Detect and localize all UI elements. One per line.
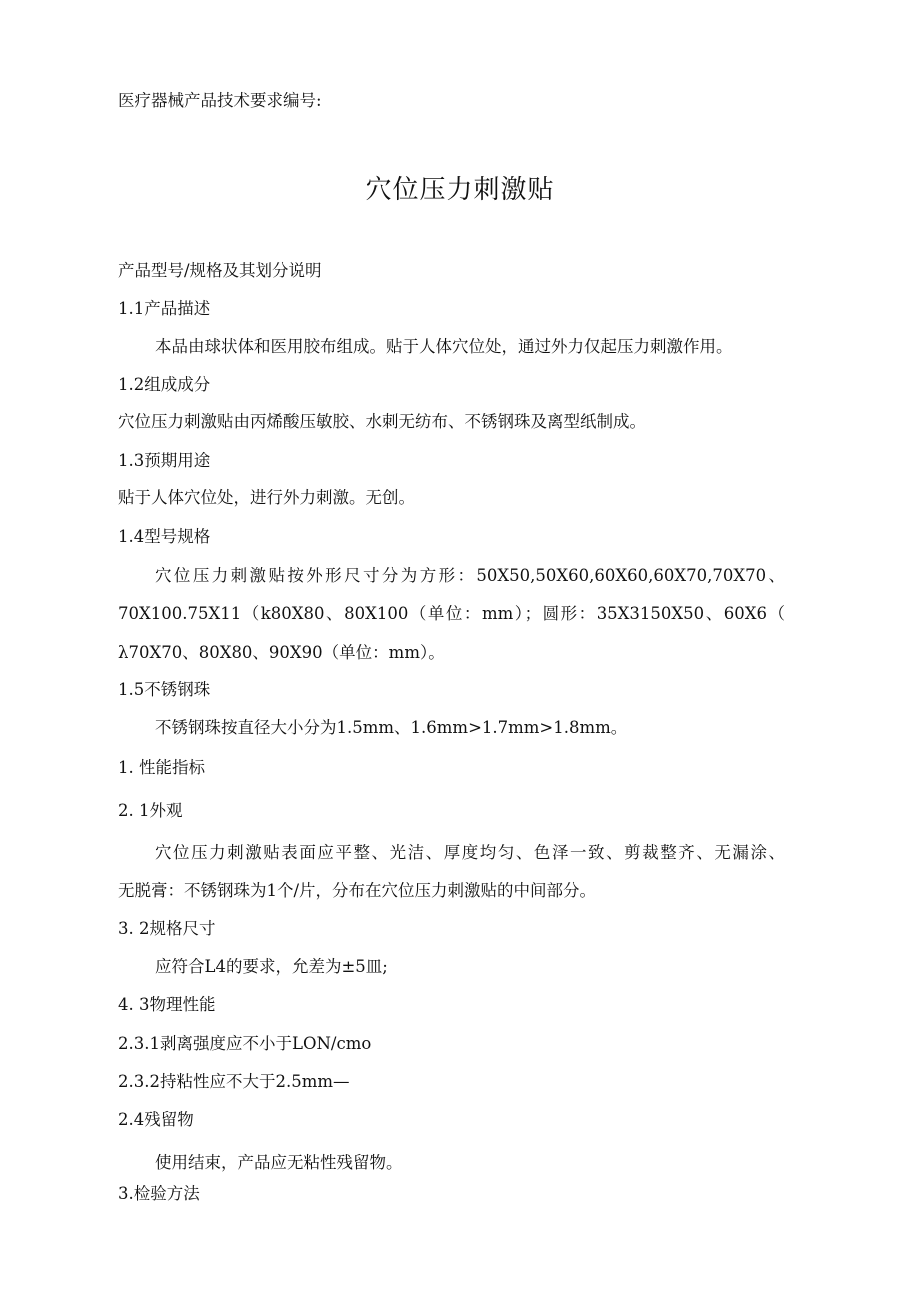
paragraph-line: 贴于人体穴位处，进行外力刺激。无创。: [118, 488, 415, 507]
paragraph-line: 2.3.2持粘性应不大于2.5mm—: [118, 1072, 350, 1091]
paragraph-line: 穴位压力刺激贴按外形尺寸分为方形：50X50,50X60,60X60,60X70,70X70、: [155, 566, 785, 585]
paragraph-line: 穴位压力刺激贴表面应平整、光洁、厚度均匀、色泽一致、剪裁整齐、无漏涂、: [155, 843, 785, 862]
section-heading: 产品型号/规格及其划分说明: [118, 261, 322, 280]
subsection-heading: 1.3预期用途: [118, 451, 211, 470]
document-title: 穴位压力刺激贴: [365, 175, 555, 205]
paragraph-line: λ70X70、80X80、90X90（单位：mm）。: [118, 643, 445, 662]
paragraph-line: 无脱膏：不锈钢珠为1个/片，分布在穴位压力刺激贴的中间部分。: [118, 881, 597, 900]
paragraph-line: 不锈钢珠按直径大小分为1.5mm、1.6mm>1.7mm>1.8mm。: [155, 718, 628, 737]
paragraph-line: 应符合L4的要求，允差为±5皿;: [155, 957, 388, 976]
section-heading: 3.检验方法: [118, 1184, 200, 1203]
subsection-heading: 1.4型号规格: [118, 527, 211, 546]
subsection-heading: 1.2组成成分: [118, 375, 211, 394]
paragraph-line: 2.3.1剥离强度应不小于LON/cmo: [118, 1034, 372, 1053]
paragraph-line: 穴位压力刺激贴由丙烯酸压敏胶、水刺无纺布、不锈钢珠及离型纸制成。: [118, 412, 646, 431]
section-heading: 1. 性能指标: [118, 758, 205, 777]
document-number-label: 医疗器械产品技术要求编号:: [118, 91, 322, 110]
subsection-heading: 1.5不锈钢珠: [118, 680, 211, 699]
paragraph-line: 70X100.75X11（k80X80、80X100（单位：mm）；圆形：35X3150X50、60X6（: [118, 604, 785, 623]
subsection-heading: 4. 3物理性能: [118, 995, 216, 1014]
paragraph-line: 本品由球状体和医用胶布组成。贴于人体穴位处，通过外力仅起压力刺激作用。: [155, 337, 733, 356]
subsection-heading: 1.1产品描述: [118, 299, 211, 318]
subsection-heading: 2. 1外观: [118, 801, 183, 820]
paragraph-line: 使用结束，产品应无粘性残留物。: [155, 1153, 403, 1172]
subsection-heading: 2.4残留物: [118, 1110, 194, 1129]
subsection-heading: 3. 2规格尺寸: [118, 919, 216, 938]
